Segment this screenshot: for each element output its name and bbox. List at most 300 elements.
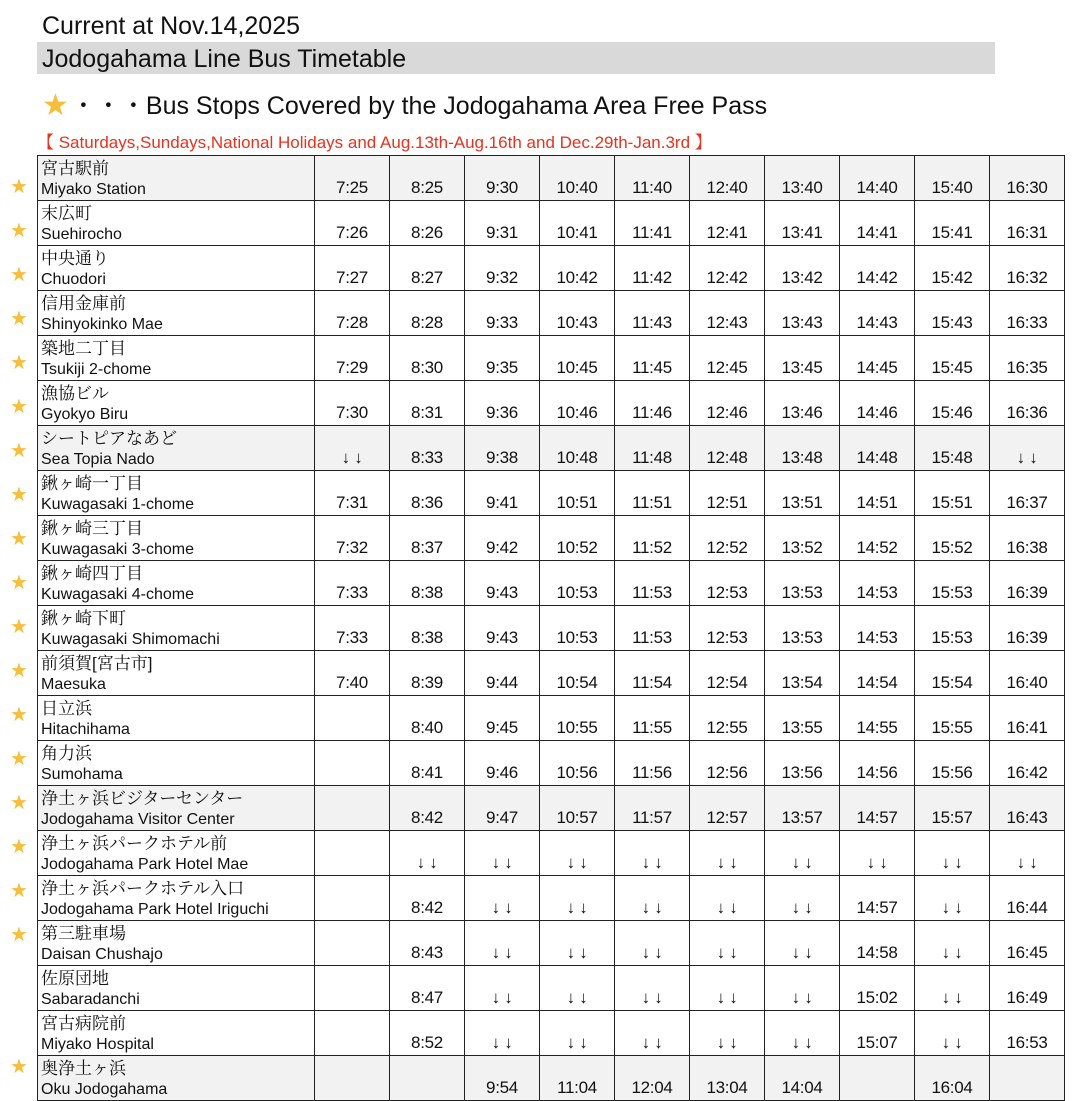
departure-time: 7:40	[315, 651, 390, 696]
departure-time: 9:42	[465, 516, 540, 561]
departure-time: ↓ ↓	[915, 1011, 990, 1056]
departure-time: 9:46	[465, 741, 540, 786]
table-row	[38, 651, 1065, 696]
departure-time: 16:39	[990, 606, 1065, 651]
departure-time: 16:53	[990, 1011, 1065, 1056]
departure-time: 10:43	[540, 291, 615, 336]
departure-time	[315, 831, 390, 876]
stop-name-cell	[38, 381, 315, 426]
departure-time: 15:55	[915, 696, 990, 741]
departure-time: 16:44	[990, 876, 1065, 921]
departure-time: 10:46	[540, 381, 615, 426]
service-days-note: 【 Saturdays,Sundays,National Holidays and Aug.13th-Aug.16th and Dec.29th-Jan.3rd 】	[37, 133, 712, 152]
departure-time: 8:52	[390, 1011, 465, 1056]
departure-time: 7:33	[315, 561, 390, 606]
departure-time: ↓ ↓	[465, 876, 540, 921]
stop-name-cell	[38, 516, 315, 561]
departure-time: 15:40	[915, 156, 990, 201]
departure-time: 7:26	[315, 201, 390, 246]
departure-time: 12:45	[690, 336, 765, 381]
departure-time: 13:54	[765, 651, 840, 696]
departure-time: ↓ ↓	[615, 1011, 690, 1056]
stop-name-en: Oku Jodogahama	[41, 1081, 168, 1098]
departure-time: 10:53	[540, 606, 615, 651]
stop-name-en: Suehirocho	[41, 226, 122, 243]
departure-time: 12:55	[690, 696, 765, 741]
departure-time	[840, 1056, 915, 1101]
stop-name-jp: 鍬ヶ崎一丁目	[41, 474, 143, 493]
departure-time: 14:46	[840, 381, 915, 426]
departure-time: 15:53	[915, 606, 990, 651]
stop-name-cell	[38, 246, 315, 291]
departure-time: 13:45	[765, 336, 840, 381]
departure-time: 12:53	[690, 561, 765, 606]
stop-name-jp: 第三駐車場	[41, 924, 126, 943]
departure-time: 10:45	[540, 336, 615, 381]
departure-time: 11:42	[615, 246, 690, 291]
departure-time: 14:58	[840, 921, 915, 966]
departure-time: ↓ ↓	[915, 876, 990, 921]
departure-time	[315, 876, 390, 921]
departure-time: 16:41	[990, 696, 1065, 741]
departure-time: 13:57	[765, 786, 840, 831]
departure-time: 11:45	[615, 336, 690, 381]
departure-time: 12:54	[690, 651, 765, 696]
departure-time: 9:31	[465, 201, 540, 246]
departure-time: 8:26	[390, 201, 465, 246]
departure-time: 10:53	[540, 561, 615, 606]
departure-time: 9:30	[465, 156, 540, 201]
departure-time: 14:41	[840, 201, 915, 246]
stop-name-cell	[38, 921, 315, 966]
departure-time: 12:56	[690, 741, 765, 786]
departure-time: 10:40	[540, 156, 615, 201]
stop-name-en: Sabaradanchi	[41, 991, 140, 1008]
stop-name-en: Miyako Hospital	[41, 1036, 154, 1053]
stop-name-jp: 鍬ヶ崎四丁目	[41, 564, 143, 583]
stop-name-jp: 中央通り	[41, 249, 109, 268]
departure-time: ↓ ↓	[390, 831, 465, 876]
stop-name-en: Shinyokinko Mae	[41, 316, 163, 333]
table-row	[38, 696, 1065, 741]
departure-time: 13:52	[765, 516, 840, 561]
departure-time: 15:41	[915, 201, 990, 246]
stop-name-en: Kuwagasaki 4-chome	[41, 586, 194, 603]
departure-time	[315, 786, 390, 831]
departure-time: 7:25	[315, 156, 390, 201]
departure-time: 14:56	[840, 741, 915, 786]
stop-name-jp: 築地二丁目	[41, 339, 126, 358]
stop-name-en: Maesuka	[41, 676, 106, 693]
departure-time: 9:35	[465, 336, 540, 381]
stop-name-jp: 末広町	[41, 204, 92, 223]
departure-time: 9:32	[465, 246, 540, 291]
departure-time: ↓ ↓	[540, 921, 615, 966]
departure-time: 16:39	[990, 561, 1065, 606]
departure-time: ↓ ↓	[915, 921, 990, 966]
departure-time: 13:43	[765, 291, 840, 336]
star-icon: ★	[10, 528, 28, 550]
departure-time: 15:52	[915, 516, 990, 561]
table-row	[38, 606, 1065, 651]
departure-time	[315, 1056, 390, 1101]
departure-time: 9:45	[465, 696, 540, 741]
table-row	[38, 966, 1065, 1011]
stop-name-en: Chuodori	[41, 271, 106, 288]
departure-time: ↓ ↓	[540, 1011, 615, 1056]
departure-time: 16:42	[990, 741, 1065, 786]
stop-name-jp: 日立浜	[41, 699, 92, 718]
table-row	[38, 336, 1065, 381]
star-icon: ★	[10, 660, 28, 682]
departure-time: ↓ ↓	[540, 831, 615, 876]
departure-time: 14:42	[840, 246, 915, 291]
star-icon: ★	[10, 836, 28, 858]
departure-time: 7:32	[315, 516, 390, 561]
departure-time: 11:04	[540, 1056, 615, 1101]
stop-name-en: Miyako Station	[41, 181, 146, 198]
table-row	[38, 291, 1065, 336]
departure-time: 14:40	[840, 156, 915, 201]
departure-time: ↓ ↓	[465, 966, 540, 1011]
departure-time: 10:51	[540, 471, 615, 516]
timetable	[37, 155, 1065, 1101]
table-row	[38, 876, 1065, 921]
departure-time: ↓ ↓	[465, 831, 540, 876]
departure-time: ↓ ↓	[615, 831, 690, 876]
departure-time: 8:39	[390, 651, 465, 696]
departure-time: 16:33	[990, 291, 1065, 336]
departure-time: 11:40	[615, 156, 690, 201]
stop-name-en: Kuwagasaki 3-chome	[41, 541, 194, 558]
stop-name-cell	[38, 786, 315, 831]
departure-time: 16:36	[990, 381, 1065, 426]
stop-name-cell	[38, 156, 315, 201]
stop-name-jp: 宮古駅前	[41, 159, 109, 178]
departure-time: 13:53	[765, 606, 840, 651]
star-icon: ★	[10, 440, 28, 462]
departure-time: 7:28	[315, 291, 390, 336]
departure-time: 12:52	[690, 516, 765, 561]
departure-time: 9:54	[465, 1056, 540, 1101]
stop-name-en: Hitachihama	[41, 721, 130, 738]
departure-time: ↓ ↓	[690, 966, 765, 1011]
stop-name-cell	[38, 741, 315, 786]
departure-time: ↓ ↓	[690, 921, 765, 966]
departure-time: 12:53	[690, 606, 765, 651]
stop-name-cell	[38, 291, 315, 336]
table-row	[38, 426, 1065, 471]
stop-name-cell	[38, 831, 315, 876]
departure-time: ↓ ↓	[840, 831, 915, 876]
departure-time	[315, 741, 390, 786]
table-row	[38, 561, 1065, 606]
departure-time: ↓ ↓	[765, 831, 840, 876]
departure-time: 13:04	[690, 1056, 765, 1101]
table-row	[38, 921, 1065, 966]
stop-name-cell	[38, 201, 315, 246]
departure-time: ↓ ↓	[690, 876, 765, 921]
stop-name-cell	[38, 1056, 315, 1101]
legend-text: ・・・Bus Stops Covered by the Jodogahama Area Free Pass	[70, 92, 768, 120]
star-icon: ★	[10, 792, 28, 814]
departure-time: 13:41	[765, 201, 840, 246]
departure-time: 9:38	[465, 426, 540, 471]
departure-time: ↓ ↓	[990, 831, 1065, 876]
departure-time: 15:45	[915, 336, 990, 381]
departure-time: 13:42	[765, 246, 840, 291]
departure-time: 12:57	[690, 786, 765, 831]
departure-time: 16:49	[990, 966, 1065, 1011]
departure-time: 16:43	[990, 786, 1065, 831]
departure-time: 8:27	[390, 246, 465, 291]
departure-time: 14:55	[840, 696, 915, 741]
stop-name-jp: 鍬ヶ崎下町	[41, 609, 126, 628]
departure-time: 8:38	[390, 561, 465, 606]
departure-time: 9:47	[465, 786, 540, 831]
departure-time: 12:46	[690, 381, 765, 426]
departure-time: 15:43	[915, 291, 990, 336]
departure-time: 11:55	[615, 696, 690, 741]
departure-time: 8:42	[390, 786, 465, 831]
departure-time: 15:46	[915, 381, 990, 426]
departure-time: 8:43	[390, 921, 465, 966]
stop-name-cell	[38, 471, 315, 516]
star-icon: ★	[10, 484, 28, 506]
departure-time: 13:55	[765, 696, 840, 741]
departure-time: 16:40	[990, 651, 1065, 696]
departure-time: 16:38	[990, 516, 1065, 561]
departure-time: 8:25	[390, 156, 465, 201]
departure-time: ↓ ↓	[315, 426, 390, 471]
departure-time: 15:56	[915, 741, 990, 786]
table-row	[38, 741, 1065, 786]
legend	[42, 88, 767, 124]
departure-time: ↓ ↓	[765, 876, 840, 921]
star-icon: ★	[10, 924, 28, 946]
stop-name-en: Kuwagasaki 1-chome	[41, 496, 194, 513]
departure-time: 8:36	[390, 471, 465, 516]
departure-time: 14:43	[840, 291, 915, 336]
departure-time: 12:04	[615, 1056, 690, 1101]
table-row	[38, 471, 1065, 516]
star-icon: ★	[42, 89, 69, 122]
departure-time: ↓ ↓	[915, 831, 990, 876]
departure-time: 15:48	[915, 426, 990, 471]
departure-time: 9:43	[465, 561, 540, 606]
departure-time: 7:33	[315, 606, 390, 651]
stop-name-en: Tsukiji 2-chome	[41, 361, 152, 378]
departure-time: 12:48	[690, 426, 765, 471]
departure-time: 12:40	[690, 156, 765, 201]
departure-time: 14:48	[840, 426, 915, 471]
departure-time: 13:56	[765, 741, 840, 786]
stop-name-jp: 前須賀[宮古市]	[41, 654, 153, 673]
departure-time: 9:43	[465, 606, 540, 651]
star-icon: ★	[10, 616, 28, 638]
stop-name-jp: 信用金庫前	[41, 294, 126, 313]
departure-time: 12:51	[690, 471, 765, 516]
table-row	[38, 786, 1065, 831]
departure-time	[315, 696, 390, 741]
departure-time: 16:30	[990, 156, 1065, 201]
departure-time: 16:32	[990, 246, 1065, 291]
stop-name-jp: 宮古病院前	[41, 1014, 126, 1033]
departure-time: 14:53	[840, 561, 915, 606]
departure-time: 11:53	[615, 561, 690, 606]
departure-time: 13:40	[765, 156, 840, 201]
departure-time: ↓ ↓	[540, 966, 615, 1011]
stop-name-jp: 漁協ビル	[41, 384, 109, 403]
stop-name-cell	[38, 561, 315, 606]
stop-name-en: Kuwagasaki Shimomachi	[41, 631, 220, 648]
departure-time: 13:51	[765, 471, 840, 516]
table-row	[38, 156, 1065, 201]
departure-time: 10:57	[540, 786, 615, 831]
departure-time: 11:53	[615, 606, 690, 651]
table-row	[38, 381, 1065, 426]
table-row	[38, 1056, 1065, 1101]
stop-name-cell	[38, 336, 315, 381]
departure-time: 14:45	[840, 336, 915, 381]
departure-time: ↓ ↓	[540, 876, 615, 921]
departure-time: ↓ ↓	[690, 831, 765, 876]
departure-time	[315, 921, 390, 966]
departure-time: ↓ ↓	[990, 426, 1065, 471]
departure-time: 10:42	[540, 246, 615, 291]
departure-time	[315, 1011, 390, 1056]
departure-time: ↓ ↓	[765, 921, 840, 966]
departure-time	[315, 966, 390, 1011]
star-icon: ★	[10, 264, 28, 286]
stop-name-jp: 佐原団地	[41, 969, 109, 988]
departure-time: 11:51	[615, 471, 690, 516]
departure-time: 7:29	[315, 336, 390, 381]
star-icon: ★	[10, 572, 28, 594]
departure-time: 8:42	[390, 876, 465, 921]
page-title: Jodogahama Line Bus Timetable	[42, 45, 407, 73]
departure-time: ↓ ↓	[915, 966, 990, 1011]
departure-time	[390, 1056, 465, 1101]
stop-name-cell	[38, 876, 315, 921]
departure-time: 15:02	[840, 966, 915, 1011]
departure-time: 8:28	[390, 291, 465, 336]
departure-time: 16:45	[990, 921, 1065, 966]
departure-time: 7:31	[315, 471, 390, 516]
star-icon: ★	[10, 220, 28, 242]
stop-name-jp: 浄土ヶ浜ビジターセンター	[41, 789, 244, 808]
departure-time: 11:52	[615, 516, 690, 561]
departure-time: 8:47	[390, 966, 465, 1011]
departure-time: ↓ ↓	[690, 1011, 765, 1056]
departure-time: 14:52	[840, 516, 915, 561]
table-row	[38, 516, 1065, 561]
stop-name-en: Jodogahama Park Hotel Iriguchi	[41, 901, 269, 918]
departure-time: ↓ ↓	[615, 921, 690, 966]
departure-time: 8:38	[390, 606, 465, 651]
departure-time: 8:41	[390, 741, 465, 786]
departure-time: ↓ ↓	[765, 966, 840, 1011]
stop-name-jp: 浄土ヶ浜パークホテル入口	[41, 879, 245, 898]
departure-time: 10:55	[540, 696, 615, 741]
departure-time: 16:04	[915, 1056, 990, 1101]
departure-time: 9:41	[465, 471, 540, 516]
stop-name-cell	[38, 966, 315, 1011]
stop-name-en: Jodogahama Visitor Center	[41, 811, 235, 828]
departure-time: 11:46	[615, 381, 690, 426]
departure-time: 11:57	[615, 786, 690, 831]
stop-name-cell	[38, 426, 315, 471]
departure-time: 15:51	[915, 471, 990, 516]
star-icon: ★	[10, 308, 28, 330]
table-row	[38, 246, 1065, 291]
departure-time: 8:31	[390, 381, 465, 426]
star-icon: ★	[10, 396, 28, 418]
table-row	[38, 831, 1065, 876]
star-icon: ★	[10, 1056, 28, 1078]
departure-time: 12:42	[690, 246, 765, 291]
departure-time: 13:48	[765, 426, 840, 471]
departure-time: 10:54	[540, 651, 615, 696]
departure-time: 14:57	[840, 876, 915, 921]
table-row	[38, 201, 1065, 246]
departure-time: 9:33	[465, 291, 540, 336]
departure-time: 8:37	[390, 516, 465, 561]
stop-name-jp: 浄土ヶ浜パークホテル前	[41, 834, 228, 853]
departure-time: 14:53	[840, 606, 915, 651]
star-icon: ★	[10, 176, 28, 198]
departure-time: 8:30	[390, 336, 465, 381]
departure-time: 10:56	[540, 741, 615, 786]
departure-time: 14:04	[765, 1056, 840, 1101]
departure-time: 13:53	[765, 561, 840, 606]
departure-time: 12:43	[690, 291, 765, 336]
stop-name-cell	[38, 651, 315, 696]
departure-time: 11:56	[615, 741, 690, 786]
stop-name-en: Daisan Chushajo	[41, 946, 163, 963]
departure-time: 12:41	[690, 201, 765, 246]
stop-name-en: Sumohama	[41, 766, 123, 783]
stop-name-cell	[38, 696, 315, 741]
star-icon: ★	[10, 748, 28, 770]
current-date: Current at Nov.14,2025	[42, 12, 301, 40]
stop-name-en: Sea Topia Nado	[41, 451, 155, 468]
departure-time: 10:48	[540, 426, 615, 471]
stop-name-cell	[38, 606, 315, 651]
star-icon: ★	[10, 352, 28, 374]
departure-time: 14:51	[840, 471, 915, 516]
departure-time: 14:57	[840, 786, 915, 831]
departure-time: 15:07	[840, 1011, 915, 1056]
stop-name-en: Jodogahama Park Hotel Mae	[41, 856, 249, 873]
table-row	[38, 1011, 1065, 1056]
stop-name-jp: 角力浜	[41, 744, 92, 763]
departure-time: 9:44	[465, 651, 540, 696]
departure-time: ↓ ↓	[765, 1011, 840, 1056]
departure-time: 11:43	[615, 291, 690, 336]
departure-time: 11:48	[615, 426, 690, 471]
star-icon: ★	[10, 704, 28, 726]
departure-time: 16:31	[990, 201, 1065, 246]
departure-time: 7:27	[315, 246, 390, 291]
departure-time: 15:42	[915, 246, 990, 291]
departure-time: 14:54	[840, 651, 915, 696]
departure-time: 15:57	[915, 786, 990, 831]
departure-time	[990, 1056, 1065, 1101]
departure-time: ↓ ↓	[465, 1011, 540, 1056]
departure-time: 15:53	[915, 561, 990, 606]
stop-name-jp: 鍬ヶ崎三丁目	[41, 519, 143, 538]
